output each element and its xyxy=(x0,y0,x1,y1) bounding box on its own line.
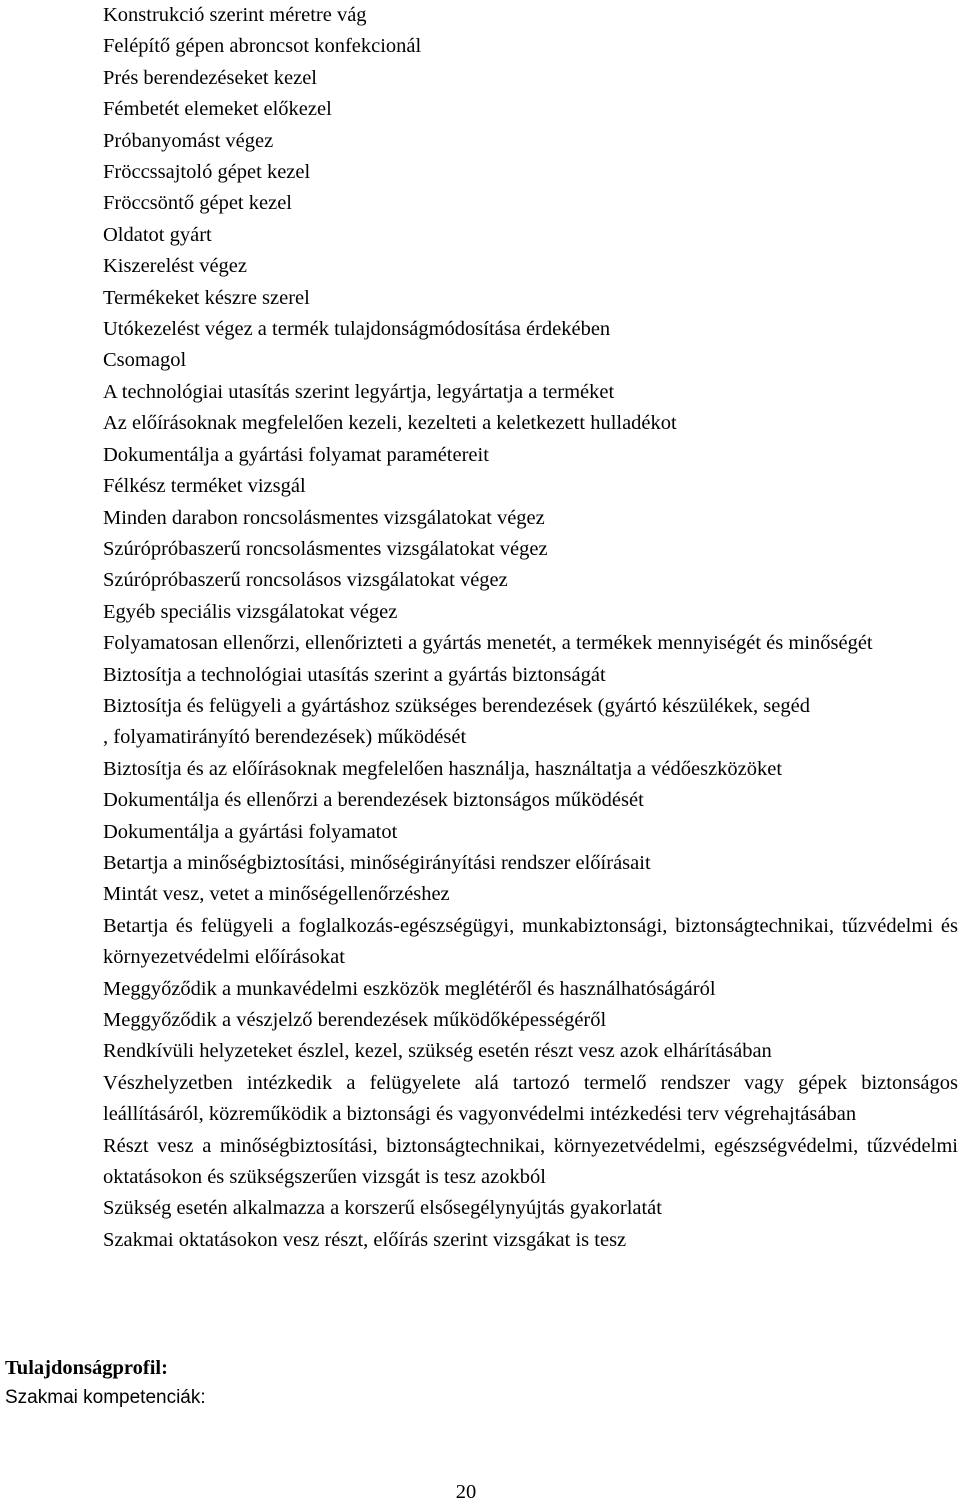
task-item: Próbanyomást végez xyxy=(103,129,274,152)
task-item: Kiszerelést végez xyxy=(103,255,247,278)
competencies-subheading: Szakmai kompetenciák: xyxy=(5,1387,206,1408)
task-item: Szakmai oktatásokon vesz részt, előírás szerint vizsgákat is tesz xyxy=(103,1228,627,1251)
task-item: Szúrópróbaszerű roncsolásos vizsgálatokat végez xyxy=(103,569,508,592)
task-item: Vészhelyzetben intézkedik a felügyelete alá tartozó termelő rendszer vagy gépek biztonságos leállításáról, közreműködik a biztonsági és vagyonvédelmi intézkedési terv végrehajtásában xyxy=(103,1071,958,1126)
task-item: , folyamatirányító berendezések) működését xyxy=(103,726,467,749)
task-item: Betartja a minőségbiztosítási, minőségirányítási rendszer előírásait xyxy=(103,851,651,874)
task-item: Folyamatosan ellenőrzi, ellenőrizteti a gyártás menetét, a termékek mennyiségét és minőségét xyxy=(103,632,873,655)
task-item: Biztosítja a technológiai utasítás szerint a gyártás biztonságát xyxy=(103,663,606,686)
task-item: Csomagol xyxy=(103,349,187,372)
task-item: Dokumentálja a gyártási folyamatot xyxy=(103,820,398,843)
task-item: Felépítő gépen abroncsot konfekcionál xyxy=(103,35,422,58)
page-number: 20 xyxy=(455,1481,477,1503)
task-item: Szúrópróbaszerű roncsolásmentes vizsgálatokat végez xyxy=(103,537,548,560)
task-list xyxy=(103,0,958,1256)
task-item: A technológiai utasítás szerint legyártja, legyártatja a terméket xyxy=(103,380,615,403)
task-item: Meggyőződik a munkavédelmi eszközök meglétéről és használhatóságáról xyxy=(103,977,716,1000)
task-item: Minden darabon roncsolásmentes vizsgálatokat végez xyxy=(103,506,545,529)
task-item: Oldatot gyárt xyxy=(103,223,212,246)
task-item: Utókezelést végez a termék tulajdonságmódosítása érdekében xyxy=(103,318,611,341)
task-item: Félkész terméket vizsgál xyxy=(103,475,306,498)
task-item: Prés berendezéseket kezel xyxy=(103,66,317,89)
task-item: Biztosítja és felügyeli a gyártáshoz szükséges berendezések (gyártó készülékek, segéd xyxy=(103,694,810,717)
task-item: Egyéb speciális vizsgálatokat végez xyxy=(103,600,398,623)
task-item: Konstrukció szerint méretre vág xyxy=(103,4,367,26)
task-item: Fröccsöntő gépet kezel xyxy=(103,192,292,215)
task-item: Fémbetét elemeket előkezel xyxy=(103,98,332,121)
task-item: Fröccssajtoló gépet kezel xyxy=(103,161,311,184)
task-item: Dokumentálja és ellenőrzi a berendezések biztonságos működését xyxy=(103,789,644,812)
task-item: Részt vesz a minőségbiztosítási, biztonságtechnikai, környezetvédelmi, egészségvédelmi, tűzvédelmi oktatásokon és szükségszerűen vizsgát is tesz azokból xyxy=(103,1134,958,1189)
task-item: Biztosítja és az előírásoknak megfelelően használja, használtatja a védőeszközöket xyxy=(103,757,783,780)
task-item: Dokumentálja a gyártási folyamat paramétereit xyxy=(103,443,489,466)
task-item: Mintát vesz, vetet a minőségellenőrzéshez xyxy=(103,883,450,906)
task-item: Termékeket készre szerel xyxy=(103,286,310,309)
profile-heading: Tulajdonságprofil: xyxy=(5,1357,168,1379)
task-item: Az előírásoknak megfelelően kezeli, kezelteti a keletkezett hulladékot xyxy=(103,412,677,435)
task-item: Meggyőződik a vészjelző berendezések működőképességéről xyxy=(103,1009,607,1031)
task-item: Szükség esetén alkalmazza a korszerű elsősegélynyújtás gyakorlatát xyxy=(103,1197,662,1220)
task-item: Rendkívüli helyzeteket észlel, kezel, szükség esetén részt vesz azok elhárításában xyxy=(103,1040,772,1063)
task-item: Betartja és felügyeli a foglalkozás-egészségügyi, munkabiztonsági, biztonságtechnikai, tűzvédelmi és környezetvédelmi előírásokat xyxy=(103,914,958,969)
